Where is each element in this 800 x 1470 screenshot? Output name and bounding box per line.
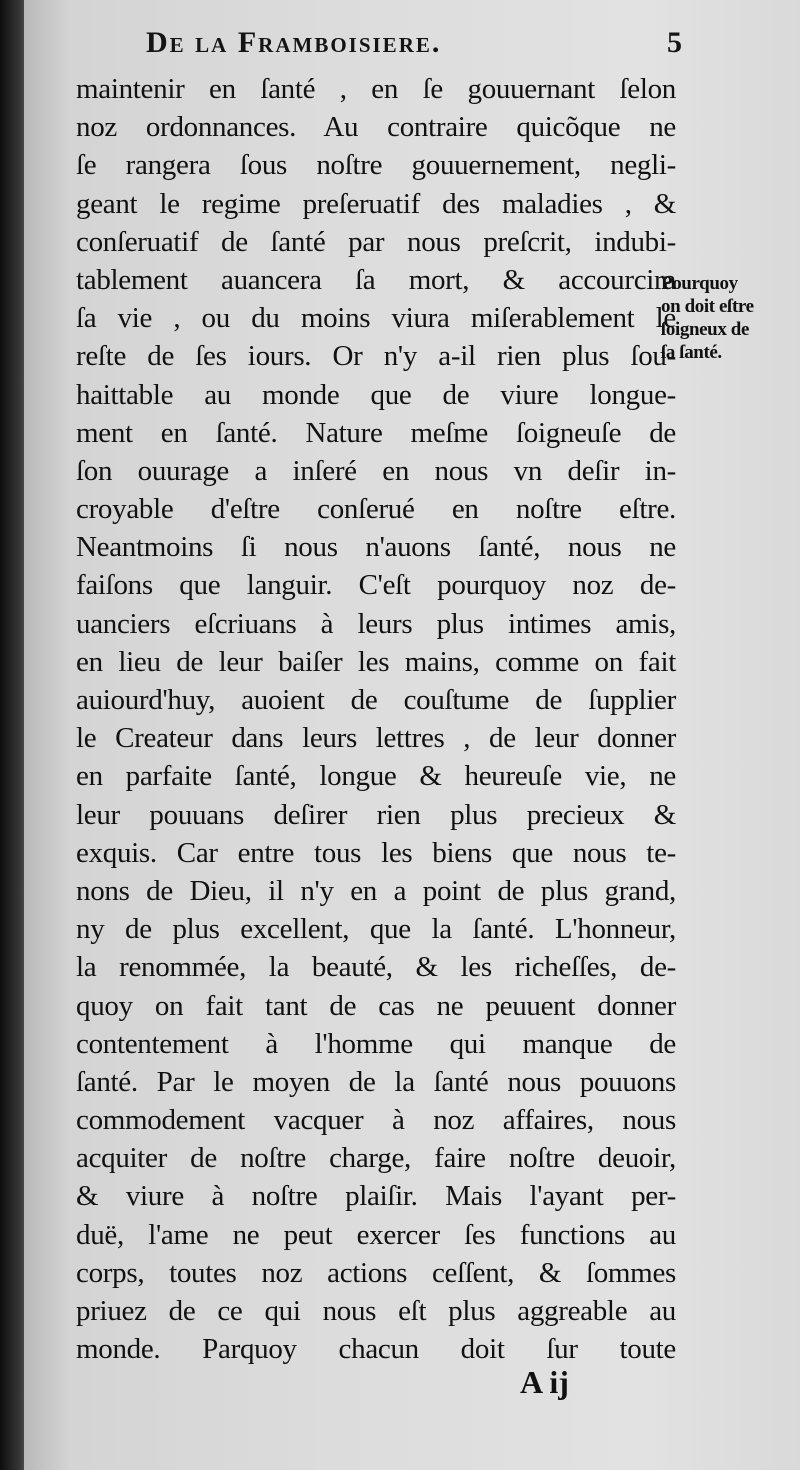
text-line: ment en ſanté. Nature meſme ſoigneuſe de (76, 416, 676, 449)
running-title: De la Framboisiere. (146, 26, 442, 59)
text-line: priuez de ce qui nous eſt plus aggreable au (76, 1295, 676, 1327)
book-page (24, 0, 800, 1470)
text-line: acquiter de noſtre charge, faire noſtre deuoir, (76, 1142, 676, 1175)
text-line: reſte de ſes iours. Or n'y a-il rien plus ſou- (76, 340, 676, 373)
text-line: en lieu de leur baiſer les mains, comme on fait (76, 645, 676, 678)
text-line: monde. Parquoy chacun doit ſur toute (76, 1333, 676, 1366)
text-line: leur pouuans deſirer rien plus precieux & (76, 798, 676, 831)
text-line: auiourd'huy, auoient de couſtume de ſupplier (76, 684, 676, 716)
text-line: haittable au monde que de viure longue- (76, 378, 676, 411)
text-line: maintenir en ſanté , en ſe gouuernant ſelon (76, 73, 676, 105)
text-line: quoy on fait tant de cas ne peuuent donner (76, 989, 676, 1022)
page-content (76, 26, 682, 1368)
running-head (76, 26, 682, 70)
marginal-note-line: ſoigneux de (661, 319, 749, 340)
text-line: ſe rangera ſous noſtre gouuernement, negli- (76, 149, 676, 182)
marginal-note-line: Pourquoy (661, 273, 738, 294)
text-line: exquis. Car entre tous les biens que nous te- (76, 836, 676, 869)
text-line: ſanté. Par le moyen de la ſanté nous pouuons (76, 1065, 676, 1098)
text-line: duë, l'ame ne peut exercer ſes functions au (76, 1218, 676, 1251)
text-line: la renommée, la beauté, & les richeſſes, de- (76, 951, 676, 984)
text-line: contentement à l'homme qui manque de (76, 1027, 676, 1060)
text-line: ſon ouurage a inſeré en nous vn deſir in- (76, 454, 676, 487)
text-line: noz ordonnances. Au contraire quicõque ne (76, 111, 676, 144)
text-line: faiſons que languir. C'eſt pourquoy noz de- (76, 569, 676, 602)
text-line: geant le regime preſeruatif des maladies , & (76, 187, 676, 220)
marginal-note (661, 272, 800, 364)
signature-mark: A ij (520, 1364, 569, 1400)
text-line: le Createur dans leurs lettres , de leur donner (76, 722, 676, 755)
text-line: commodement vacquer à noz affaires, nous (76, 1104, 676, 1137)
text-line: corps, toutes noz actions ceſſent, & ſommes (76, 1256, 676, 1289)
text-line: Neantmoins ſi nous n'auons ſanté, nous ne (76, 531, 676, 564)
text-line: ny de plus excellent, que la ſanté. L'honneur, (76, 913, 676, 946)
text-line: nons de Dieu, il n'y en a point de plus grand, (76, 874, 676, 907)
text-line: uanciers eſcriuans à leurs plus intimes amis, (76, 607, 676, 640)
text-line: en parfaite ſanté, longue & heureuſe vie, ne (76, 760, 676, 793)
marginal-note-line: ſa ſanté. (661, 342, 722, 363)
body-text (76, 70, 676, 1368)
text-line: croyable d'eſtre conſerué en noſtre eſtre. (76, 493, 676, 526)
text-line: tablement auancera ſa mort, & accourcira (76, 263, 676, 296)
text-line: conſeruatif de ſanté par nous preſcrit, indubi- (76, 225, 676, 258)
text-line: ſa vie , ou du moins viura miſerablement le (76, 302, 676, 335)
marginal-note-line: on doit eſtre (661, 296, 754, 317)
text-line: & viure à noſtre plaiſir. Mais l'ayant per- (76, 1180, 676, 1213)
page-number: 5 (667, 26, 682, 59)
